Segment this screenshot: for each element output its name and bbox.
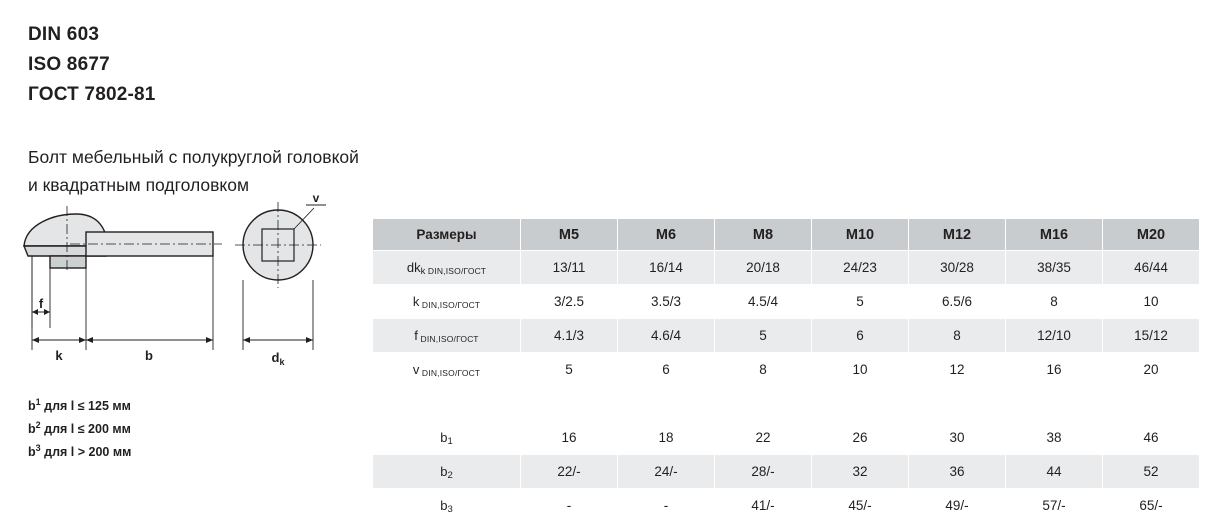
table-cell: 10	[1103, 285, 1200, 319]
table-cell: 4.6/4	[618, 319, 715, 353]
header-m16: M16	[1006, 219, 1103, 251]
table-cell: 16	[521, 421, 618, 455]
table-cell: 38/35	[1006, 251, 1103, 285]
row-label: b3	[373, 489, 521, 523]
table-cell: 57/-	[1006, 489, 1103, 523]
table-spacer-cell	[521, 387, 618, 421]
standards-list	[28, 20, 156, 110]
table-spacer-cell	[618, 387, 715, 421]
table-cell: 5	[715, 319, 812, 353]
table-cell: 46	[1103, 421, 1200, 455]
table-cell: 20/18	[715, 251, 812, 285]
table-cell: 4.1/3	[521, 319, 618, 353]
description-line-2: и квадратным подголовком	[28, 175, 250, 195]
row-label: v DIN,ISO/ГОСТ	[373, 353, 521, 387]
row-label: f DIN,ISO/ГОСТ	[373, 319, 521, 353]
drawing-label-k: k	[55, 348, 63, 363]
technical-drawing	[10, 191, 340, 380]
table-cell: 10	[812, 353, 909, 387]
footnotes	[28, 393, 131, 462]
table-cell: 36	[909, 455, 1006, 489]
table-cell: 16	[1006, 353, 1103, 387]
table-cell: 6	[812, 319, 909, 353]
table-cell: 26	[812, 421, 909, 455]
table-cell: 30/28	[909, 251, 1006, 285]
table-cell: 46/44	[1103, 251, 1200, 285]
table-cell: 3.5/3	[618, 285, 715, 319]
table-cell: 13/11	[521, 251, 618, 285]
header-m5: M5	[521, 219, 618, 251]
drawing-label-f: f	[38, 296, 44, 311]
table-cell: 6	[618, 353, 715, 387]
table-spacer-cell	[812, 387, 909, 421]
table-cell: 20	[1103, 353, 1200, 387]
table-spacer-cell	[373, 387, 521, 421]
table-row	[373, 455, 1200, 489]
table-cell: 6.5/6	[909, 285, 1006, 319]
table-cell: 18	[618, 421, 715, 455]
table-cell: 24/-	[618, 455, 715, 489]
row-label: b2	[373, 455, 521, 489]
footnote-b1: $b^1$ для l ≤ 125 мм	[28, 397, 131, 414]
drawing-label-dk: $d_k$	[271, 350, 285, 367]
row-label: k DIN,ISO/ГОСТ	[373, 285, 521, 319]
product-description	[28, 143, 359, 199]
table-spacer-row	[373, 387, 1200, 421]
footnote-b3: $b^3$ для l > 200 мм	[28, 443, 132, 460]
table-cell: 8	[715, 353, 812, 387]
table-cell: 49/-	[909, 489, 1006, 523]
table-row	[373, 285, 1200, 319]
header-m8: M8	[715, 219, 812, 251]
table-cell: 5	[812, 285, 909, 319]
table-cell: 15/12	[1103, 319, 1200, 353]
standard-iso: ISO 8677	[28, 54, 110, 75]
header-dimensions: Размеры	[373, 219, 521, 251]
drawing-label-b: b	[145, 348, 153, 363]
header-m10: M10	[812, 219, 909, 251]
header-m6: M6	[618, 219, 715, 251]
table-cell: 12	[909, 353, 1006, 387]
table-cell: 45/-	[812, 489, 909, 523]
table-cell: 24/23	[812, 251, 909, 285]
table-cell: 41/-	[715, 489, 812, 523]
table-row	[373, 353, 1200, 387]
specifications-table	[372, 218, 1200, 523]
table-cell: 52	[1103, 455, 1200, 489]
table-cell: 4.5/4	[715, 285, 812, 319]
table-cell: 65/-	[1103, 489, 1200, 523]
drawing-label-v: v	[312, 191, 320, 205]
table-cell: 8	[909, 319, 1006, 353]
table-cell: 32	[812, 455, 909, 489]
table-cell: 38	[1006, 421, 1103, 455]
table-cell: 28/-	[715, 455, 812, 489]
table-body	[373, 251, 1200, 523]
table-cell: 30	[909, 421, 1006, 455]
table-row	[373, 319, 1200, 353]
table-cell: -	[618, 489, 715, 523]
table-row	[373, 421, 1200, 455]
table-spacer-cell	[1006, 387, 1103, 421]
row-label: b1	[373, 421, 521, 455]
footnote-b2: $b^2$ для l ≤ 200 мм	[28, 420, 131, 437]
table-spacer-cell	[1103, 387, 1200, 421]
row-label: dkk DIN,ISO/ГОСТ	[373, 251, 521, 285]
description-line-1: Болт мебельный с полукруглой головкой	[28, 147, 359, 167]
table-row	[373, 251, 1200, 285]
header-m12: M12	[909, 219, 1006, 251]
table-cell: 22	[715, 421, 812, 455]
table-header-row	[373, 219, 1200, 251]
standard-gost: ГОСТ 7802-81	[28, 84, 156, 105]
table-cell: 44	[1006, 455, 1103, 489]
table-row	[373, 489, 1200, 523]
table-cell: 12/10	[1006, 319, 1103, 353]
table-cell: 22/-	[521, 455, 618, 489]
standard-din: DIN 603	[28, 24, 100, 45]
table-spacer-cell	[909, 387, 1006, 421]
table-spacer-cell	[715, 387, 812, 421]
header-m20: M20	[1103, 219, 1200, 251]
table-cell: 3/2.5	[521, 285, 618, 319]
table-cell: -	[521, 489, 618, 523]
table-cell: 5	[521, 353, 618, 387]
table-cell: 16/14	[618, 251, 715, 285]
table-cell: 8	[1006, 285, 1103, 319]
